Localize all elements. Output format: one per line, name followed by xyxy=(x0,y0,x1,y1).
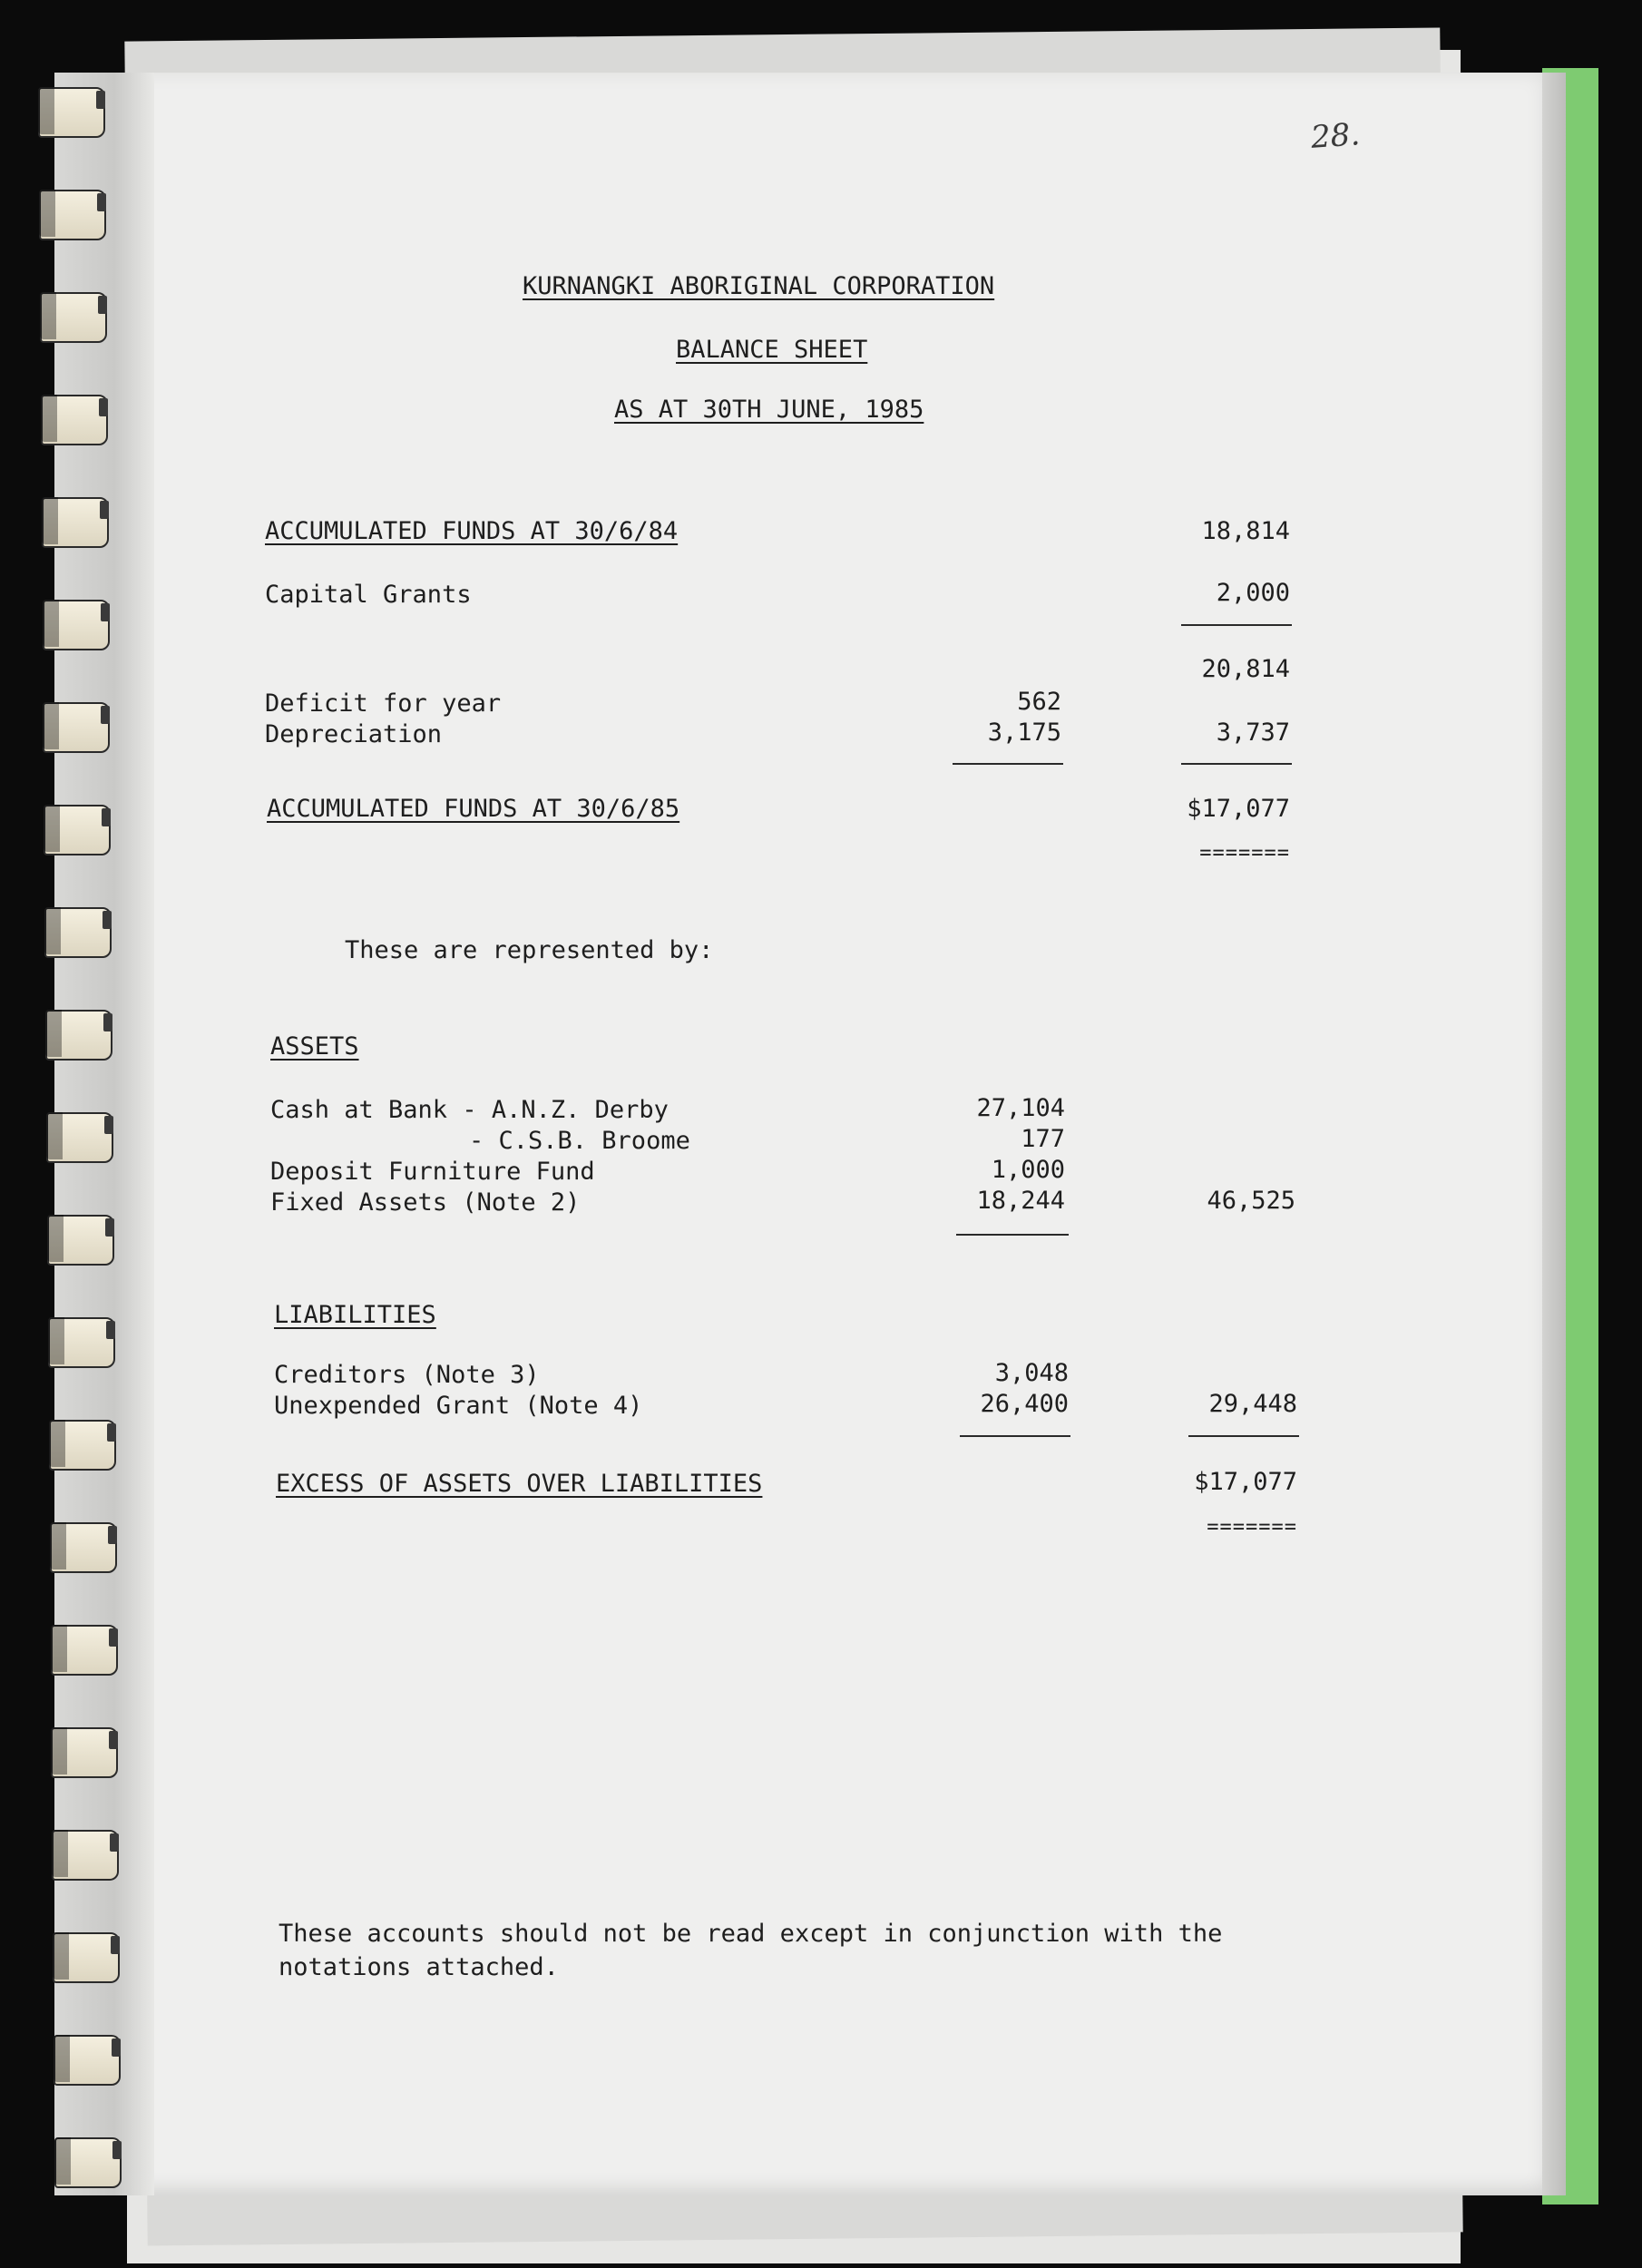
organization-title: KURNANGKI ABORIGINAL CORPORATION xyxy=(523,272,995,300)
cash-anz-label: Cash at Bank - A.N.Z. Derby xyxy=(270,1096,669,1124)
deductions-rule-right xyxy=(1181,763,1292,765)
depreciation-label: Depreciation xyxy=(265,720,443,748)
page-edge-shadow xyxy=(1542,73,1566,2195)
binding-ring xyxy=(27,82,105,138)
binding-ring xyxy=(34,1004,112,1061)
assets-heading: ASSETS xyxy=(270,1032,359,1061)
binding-ring xyxy=(40,1722,118,1778)
binding-ring xyxy=(35,1107,113,1163)
binding-ring xyxy=(33,799,111,855)
binding-ring xyxy=(37,1312,115,1368)
binding-ring xyxy=(36,1209,114,1266)
deficit-label: Deficit for year xyxy=(265,689,502,718)
binding-ring xyxy=(42,1927,120,1983)
liabilities-total-value: 29,448 xyxy=(1208,1390,1297,1418)
closing-funds-label: ACCUMULATED FUNDS AT 30/6/85 xyxy=(267,795,680,823)
binding-ring xyxy=(40,1619,118,1676)
binding-ring xyxy=(29,287,107,343)
binding-ring xyxy=(38,1414,116,1471)
spiral-binding xyxy=(27,82,127,2223)
document-page xyxy=(54,73,1560,2195)
depreciation-value: 3,175 xyxy=(987,719,1061,747)
deductions-total-value: 3,737 xyxy=(1216,719,1290,747)
binding-ring xyxy=(41,1824,119,1881)
liabilities-rule-left xyxy=(960,1435,1070,1437)
handwritten-page-number: 28. xyxy=(1309,116,1362,156)
liabilities-rule-right xyxy=(1188,1435,1299,1437)
binding-ring xyxy=(30,389,108,445)
liabilities-heading: LIABILITIES xyxy=(274,1301,436,1329)
capital-grants-label: Capital Grants xyxy=(265,581,472,609)
assets-total-value: 46,525 xyxy=(1207,1187,1295,1215)
binding-ring xyxy=(32,594,110,650)
footnote-line-1: These accounts should not be read except in conjunction with the xyxy=(279,1920,1223,1948)
unexpended-grant-value: 26,400 xyxy=(980,1390,1069,1418)
closing-double-rule: ======= xyxy=(1199,842,1290,865)
represented-by-text: These are represented by: xyxy=(345,936,714,964)
subtotal-rule xyxy=(1181,624,1292,626)
fixed-assets-value: 18,244 xyxy=(976,1187,1065,1215)
cash-csb-value: 177 xyxy=(1021,1125,1065,1153)
opening-funds-value: 18,814 xyxy=(1201,517,1290,545)
fixed-assets-label: Fixed Assets (Note 2) xyxy=(270,1188,581,1217)
unexpended-grant-label: Unexpended Grant (Note 4) xyxy=(274,1392,643,1420)
document-title: BALANCE SHEET xyxy=(676,336,868,364)
binding-ring xyxy=(39,1517,117,1573)
binding-ring xyxy=(31,492,109,548)
excess-double-rule: ======= xyxy=(1207,1516,1297,1539)
cash-anz-value: 27,104 xyxy=(976,1094,1065,1122)
binding-ring xyxy=(44,2132,122,2188)
creditors-value: 3,048 xyxy=(994,1359,1069,1387)
binding-ring xyxy=(28,184,106,240)
binding-ring xyxy=(32,697,110,753)
excess-label: EXCESS OF ASSETS OVER LIABILITIES xyxy=(276,1470,763,1498)
assets-rule xyxy=(956,1234,1069,1236)
creditors-label: Creditors (Note 3) xyxy=(274,1361,540,1389)
funds-subtotal-value: 20,814 xyxy=(1201,655,1290,683)
document-date: AS AT 30TH JUNE, 1985 xyxy=(614,396,924,424)
deposit-fund-value: 1,000 xyxy=(991,1156,1065,1184)
cash-csb-label: - C.S.B. Broome xyxy=(469,1127,690,1155)
deficit-value: 562 xyxy=(1017,688,1061,716)
capital-grants-value: 2,000 xyxy=(1216,579,1290,607)
footnote-line-2: notations attached. xyxy=(279,1953,559,1981)
deductions-rule-left xyxy=(953,763,1063,765)
deposit-fund-label: Deposit Furniture Fund xyxy=(270,1158,595,1186)
binding-ring xyxy=(34,902,112,958)
binding-ring xyxy=(43,2029,121,2086)
excess-value: $17,077 xyxy=(1194,1468,1297,1496)
opening-funds-label: ACCUMULATED FUNDS AT 30/6/84 xyxy=(265,517,679,545)
closing-funds-value: $17,077 xyxy=(1187,795,1290,823)
